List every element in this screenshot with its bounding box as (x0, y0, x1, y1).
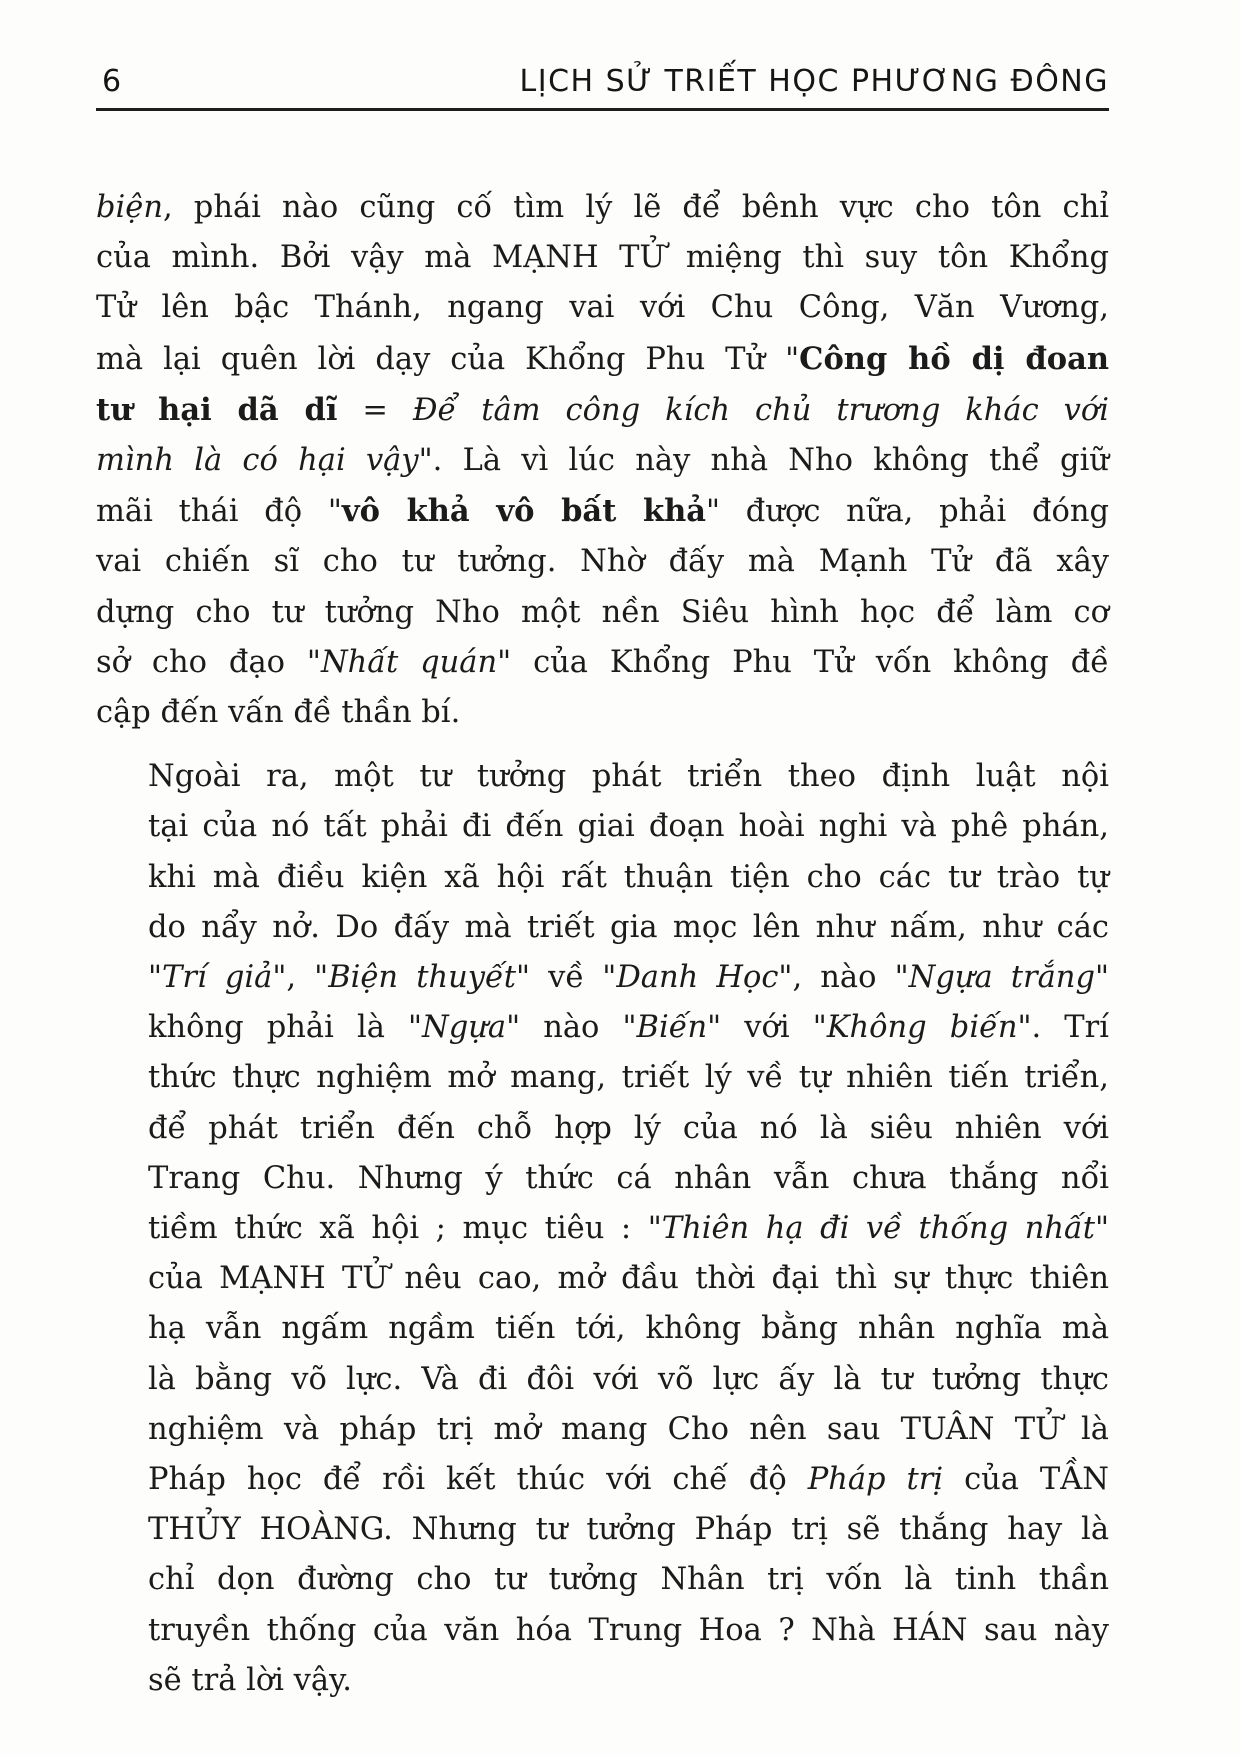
text-run: " (148, 960, 163, 996)
text-line (96, 953, 1109, 1003)
text-line (96, 1154, 1109, 1204)
book-title: LỊCH SỬ TRIẾT HỌC PHƯƠNG ĐÔNG (519, 64, 1109, 99)
italic-text: Ngựa (422, 1010, 507, 1046)
text-run: sở cho đạo " (96, 644, 321, 680)
text-run: vai chiến sĩ cho tư tưởng. Nhờ đấy mà Mạnh Tử đã xây (96, 544, 1109, 580)
text-run: Tử lên bậc Thánh, ngang vai với Chu Công, Văn Vương, (96, 290, 1109, 326)
page-number: 6 (102, 64, 123, 99)
italic-text: Biến (636, 1010, 708, 1046)
text-line (96, 752, 1109, 802)
text-run: ". Trí (1017, 1010, 1109, 1046)
italic-text: Nhất quán (320, 644, 498, 680)
text-run: " của Khổng Phu Tử vốn không đề (497, 644, 1109, 680)
text-run: khi mà điều kiện xã hội rất thuận tiện cho các tư trào tự (148, 859, 1109, 895)
paragraph-1 (96, 183, 1109, 738)
text-line (96, 1656, 1109, 1706)
italic-text: Danh Học (616, 960, 779, 996)
text-line (96, 1254, 1109, 1304)
text-line (96, 1455, 1109, 1505)
text-run: chỉ dọn đường cho tư tưởng Nhân trị vốn là tinh thần (148, 1562, 1109, 1598)
text-run: mãi thái độ " (96, 494, 342, 530)
text-run: " (1094, 960, 1110, 996)
text-run: sẽ trả lời vậy. (148, 1662, 352, 1698)
text-run: Pháp học để rồi kết thúc với chế độ (148, 1462, 808, 1498)
text-line (96, 688, 1109, 738)
text-line (96, 853, 1109, 903)
text-line (96, 1204, 1109, 1254)
text-line (96, 1304, 1109, 1354)
italic-text: Không biến (826, 1010, 1018, 1046)
text-run: " với " (707, 1010, 827, 1046)
text-run: = (337, 392, 413, 428)
header-rule (96, 108, 1109, 111)
text-run: mà lại quên lời dạy của Khổng Phu Tử " (96, 341, 800, 377)
text-line (96, 1606, 1109, 1656)
text-line (96, 385, 1109, 436)
text-run: thức thực nghiệm mở mang, triết lý về tự nhiên tiến triển, (148, 1060, 1109, 1096)
text-run: là bằng võ lực. Và đi đôi với võ lực ấy là tư tưởng thực (148, 1361, 1109, 1397)
text-line (96, 588, 1109, 638)
paragraph-2 (96, 752, 1109, 1706)
text-run: truyền thống của văn hóa Trung Hoa ? Nhà HÁN sau này (148, 1612, 1109, 1648)
italic-text: Biện thuyết (328, 960, 516, 996)
text-line (96, 334, 1109, 385)
text-run: của mình. Bởi vậy mà MẠNH TỬ miệng thì suy tôn Khổng (96, 240, 1109, 276)
text-run: , phái nào cũng cố tìm lý lẽ để bênh vực cho tôn chỉ (162, 190, 1109, 225)
text-line (96, 1555, 1109, 1605)
text-run: do nẩy nở. Do đấy mà triết gia mọc lên như nấm, như các (148, 909, 1109, 945)
text-run: dựng cho tư tưởng Nho một nền Siêu hình học để làm cơ (96, 594, 1109, 630)
text-run: để phát triển đến chỗ hợp lý của nó là siêu nhiên với (148, 1110, 1109, 1146)
bold-text: Công hồ dị đoan (799, 340, 1110, 377)
text-run: cập đến vấn đề thần bí. (96, 695, 461, 731)
italic-text: Ngựa trắng (908, 960, 1095, 996)
text-line (96, 802, 1109, 852)
text-run: không phải là " (148, 1010, 423, 1046)
text-line (96, 903, 1109, 953)
bold-text: tư hại dã dĩ (96, 391, 338, 428)
running-header (96, 58, 1109, 106)
text-run: ", " (272, 960, 329, 996)
body-text (96, 183, 1109, 1706)
text-line (96, 183, 1109, 233)
text-run: Trang Chu. Nhưng ý thức cá nhân vẫn chưa thắng nổi (148, 1160, 1109, 1196)
italic-text: mình là có hại vậy (96, 443, 419, 479)
text-run: ", nào " (778, 960, 909, 996)
text-line (96, 537, 1109, 587)
text-line (96, 486, 1109, 537)
text-line (96, 1104, 1109, 1154)
text-line (96, 1505, 1109, 1555)
text-line (96, 1003, 1109, 1053)
text-run: nghiệm và pháp trị mở mang Cho nên sau TUÂN TỬ là (148, 1411, 1109, 1447)
text-line (96, 233, 1109, 283)
text-run: " (1094, 1211, 1109, 1247)
italic-text: Thiên hạ đi về thống nhất (661, 1211, 1095, 1247)
text-run: tiềm thức xã hội ; mục tiêu : " (148, 1211, 662, 1247)
text-run: " về " (516, 960, 617, 996)
text-run: Ngoài ra, một tư tưởng phát triển theo định luật nội (148, 759, 1109, 795)
text-run: " được nữa, phải đóng (706, 494, 1110, 530)
text-run: của MẠNH TỬ nêu cao, mở đầu thời đại thì sự thực thiên (148, 1261, 1109, 1297)
text-line (96, 1405, 1109, 1455)
text-line (96, 1053, 1109, 1103)
text-run: tại của nó tất phải đi đến giai đoạn hoài nghi và phê phán, (148, 809, 1109, 845)
italic-text: biện (96, 190, 163, 225)
text-line (96, 638, 1109, 688)
text-run: ". Là vì lúc này nhà Nho không thể giữ (418, 443, 1109, 479)
text-line (96, 283, 1109, 333)
italic-text: Pháp trị (807, 1462, 944, 1498)
text-run: THỦY HOÀNG. Nhưng tư tưởng Pháp trị sẽ thắng hay là (148, 1512, 1109, 1548)
bold-text: vô khả vô bất khả (341, 493, 707, 530)
italic-text: Để tâm công kích chủ trương khác với (412, 392, 1109, 428)
text-line (96, 436, 1109, 486)
italic-text: Trí giả (162, 960, 273, 996)
text-line (96, 1355, 1109, 1405)
text-run: của TẦN (943, 1462, 1109, 1498)
text-run: " nào " (506, 1010, 637, 1046)
text-run: hạ vẫn ngấm ngầm tiến tới, không bằng nhân nghĩa mà (148, 1311, 1109, 1347)
